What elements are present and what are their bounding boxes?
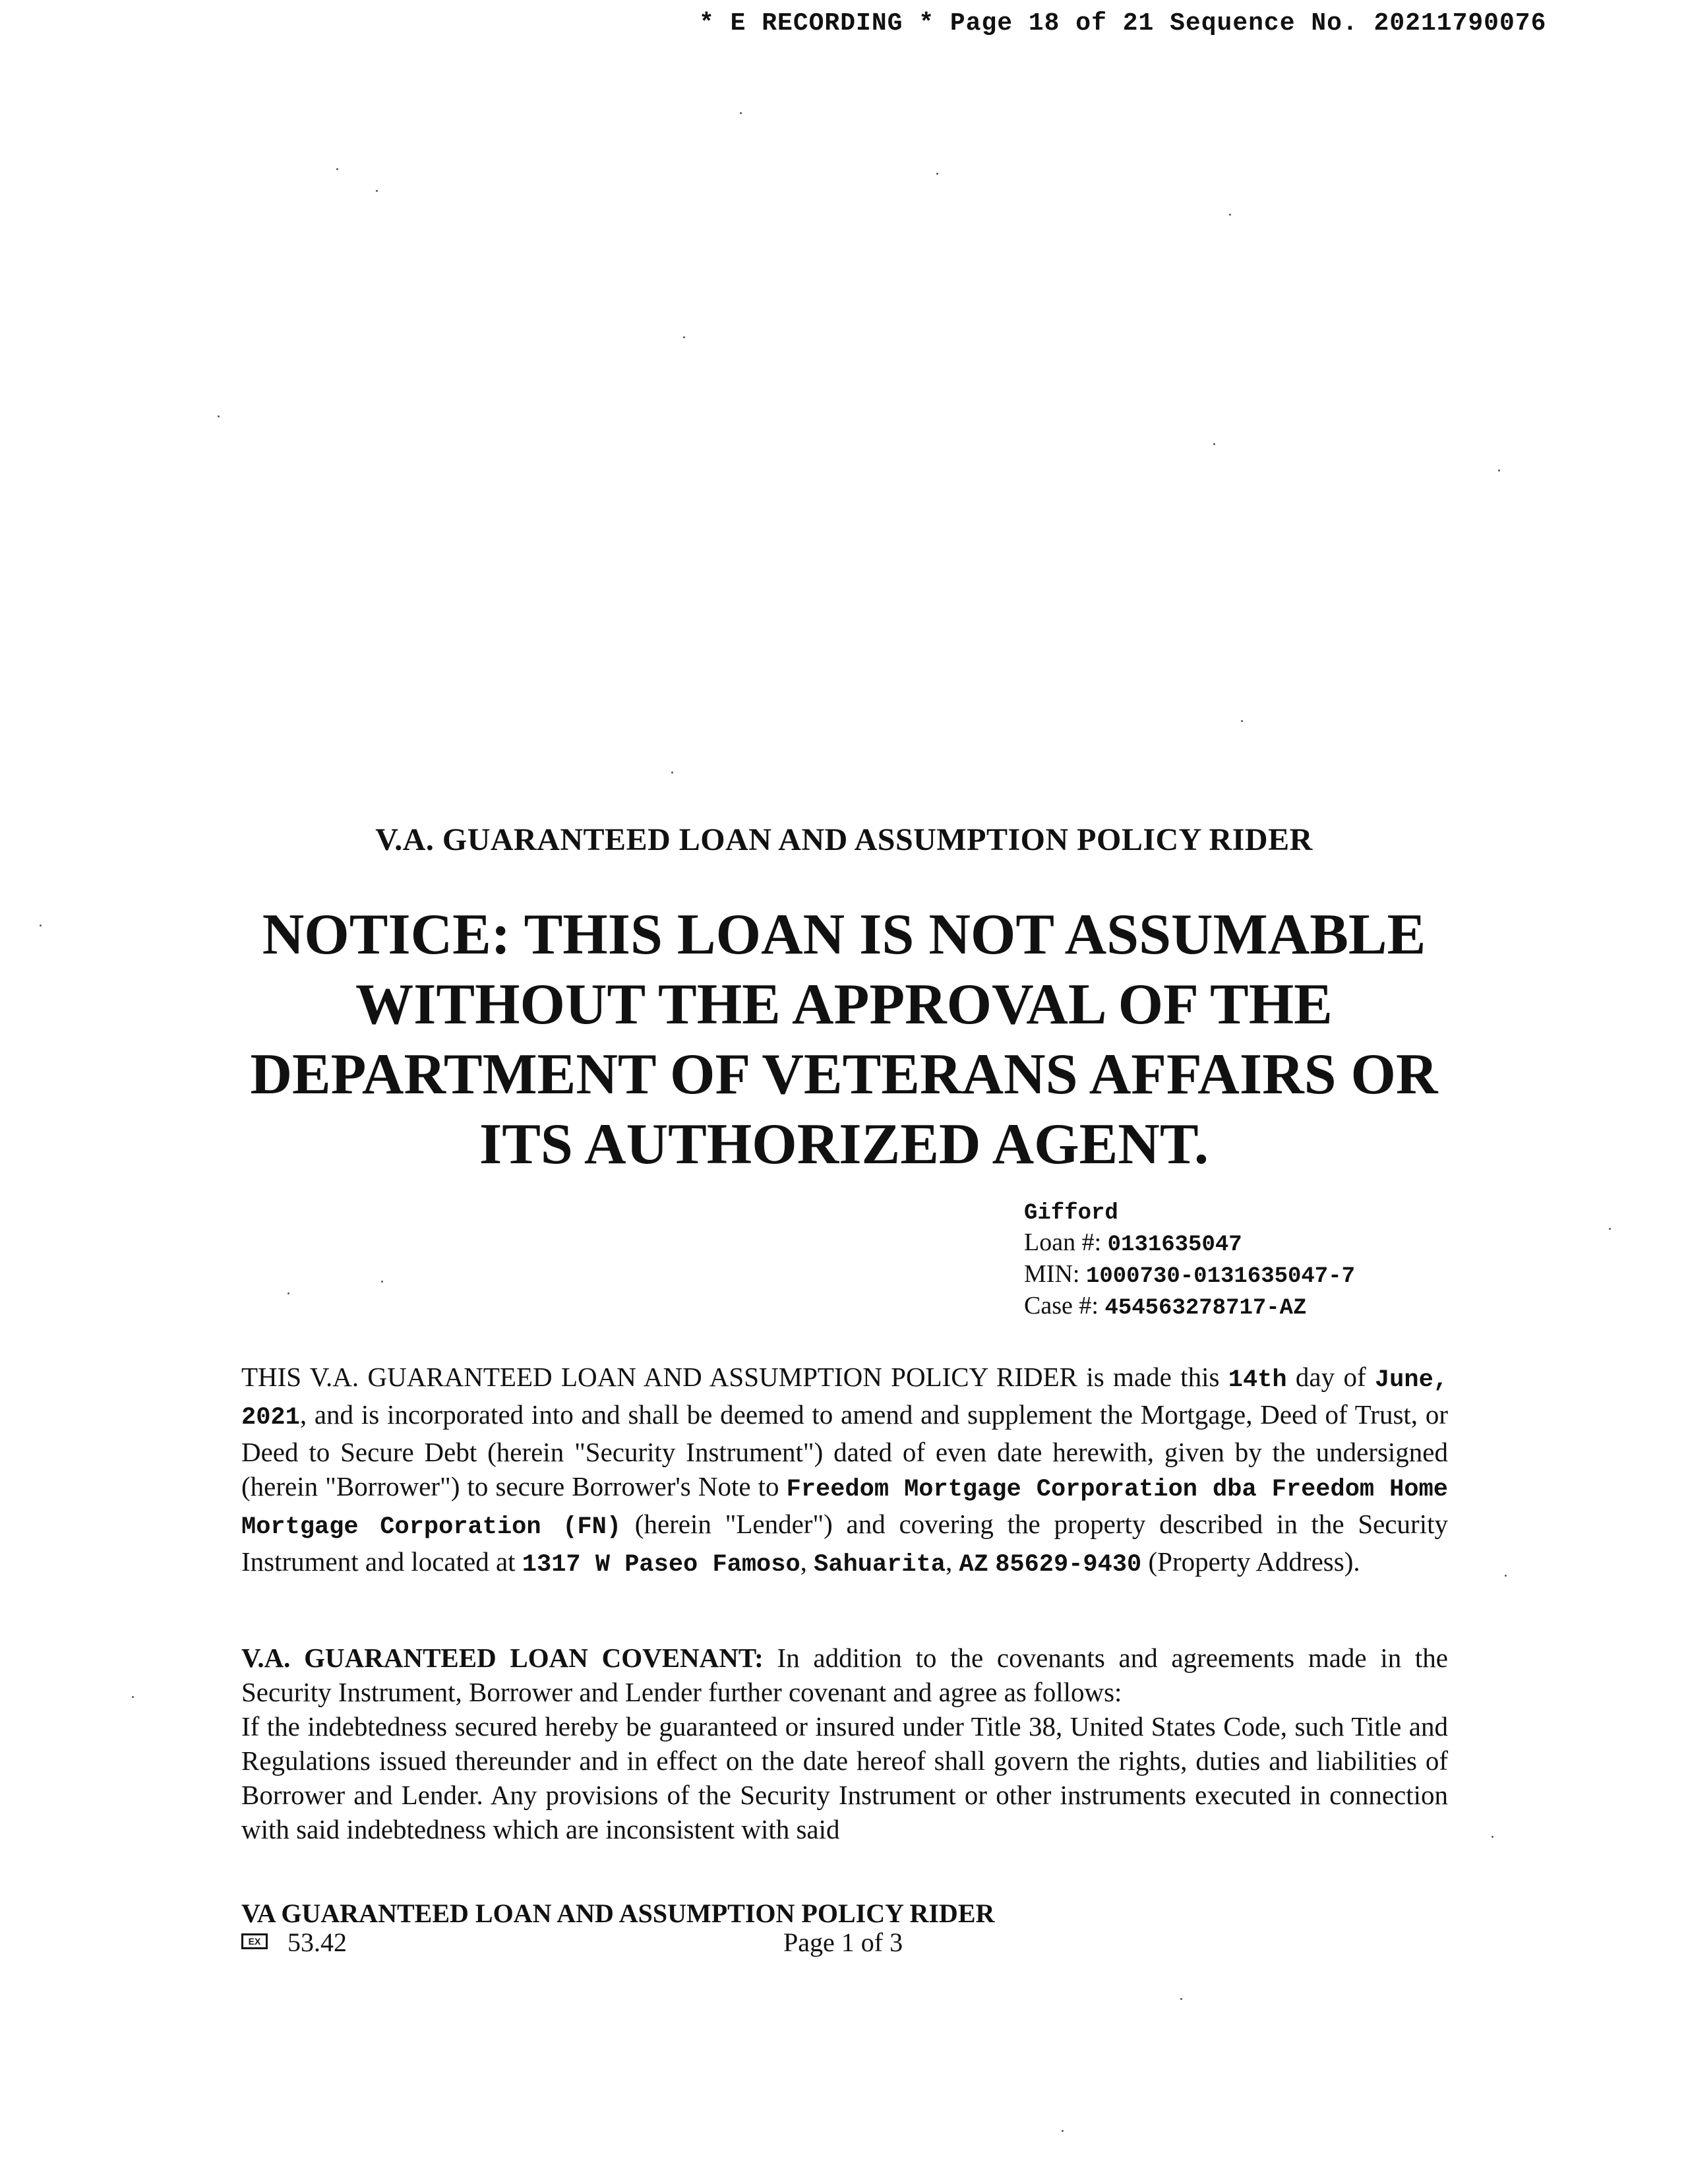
scan-speck xyxy=(1180,1998,1182,2000)
form-number: 53.42 xyxy=(287,1927,347,1957)
loan-info-block xyxy=(1024,1199,1486,1323)
page-number: Page 1 of 3 xyxy=(783,1927,903,1957)
scan-speck xyxy=(40,925,42,926)
borrower-name: Gifford xyxy=(1024,1201,1118,1226)
notice-line: ITS AUTHORIZED AGENT. xyxy=(479,1112,1209,1176)
scan-speck xyxy=(1241,720,1243,722)
case-number-row xyxy=(1024,1291,1486,1323)
scan-speck xyxy=(287,1292,289,1294)
lender-name: Freedom Mortgage Corporation dba Freedom Home Mortgage Corporation (FN) xyxy=(241,1476,1448,1541)
day-value: 14th xyxy=(1228,1366,1287,1394)
scan-speck xyxy=(218,415,220,417)
scan-speck xyxy=(381,1281,383,1283)
scan-speck xyxy=(936,173,938,175)
scan-speck xyxy=(1062,2130,1064,2132)
scan-speck xyxy=(1498,470,1500,471)
form-logo-icon: EX xyxy=(241,1933,268,1949)
notice-line: NOTICE: THIS LOAN IS NOT ASSUMABLE xyxy=(262,903,1426,967)
loan-number: 0131635047 xyxy=(1107,1232,1242,1258)
scan-speck xyxy=(1609,1228,1611,1230)
covenant-heading: V.A. GUARANTEED LOAN COVENANT: xyxy=(241,1643,764,1673)
property-city: Sahuarita xyxy=(814,1551,946,1579)
min-label: MIN: xyxy=(1024,1260,1080,1288)
scan-speck xyxy=(336,168,338,170)
scan-speck xyxy=(671,772,673,774)
scan-speck xyxy=(683,336,685,338)
case-number: 454563278717-AZ xyxy=(1104,1296,1307,1321)
scan-speck xyxy=(740,112,742,114)
page-footer xyxy=(241,1899,1448,1958)
recording-header: * E RECORDING * Page 18 of 21 Sequence No. 20211790076 xyxy=(699,9,1547,38)
notice-line: DEPARTMENT OF VETERANS AFFAIRS OR xyxy=(250,1043,1438,1107)
covenant-section xyxy=(241,1641,1448,1846)
intro-text: , and is incorporated into and shall be deemed to amend and supplement the Mortgage, Deed of Trust, or Deed to Secure Debt (herein "Security Instrument") dated of even date herewith, given by the undersigned (herein "Borrower") to secure Borrower's Note to xyxy=(241,1399,1448,1502)
intro-text: THIS V.A. GUARANTEED LOAN AND ASSUMPTION POLICY RIDER is made this xyxy=(241,1362,1228,1392)
property-street: 1317 W Paseo Famoso xyxy=(522,1551,800,1579)
covenant-heading-text: In addition to the covenants and agreements made in the Security Instrument, Borrower and Lender further covenant and agree as follows: xyxy=(241,1643,1449,1707)
scan-speck xyxy=(1505,1575,1507,1577)
property-zip: 85629-9430 xyxy=(995,1551,1142,1579)
address-separator xyxy=(988,1546,995,1577)
covenant-intro xyxy=(241,1641,1448,1709)
scan-speck xyxy=(376,190,378,192)
notice-line: WITHOUT THE APPROVAL OF THE xyxy=(355,973,1333,1037)
min-number: 1000730-0131635047-7 xyxy=(1085,1264,1356,1289)
scan-speck xyxy=(1492,1836,1493,1838)
case-number-label: Case #: xyxy=(1024,1292,1099,1320)
min-row xyxy=(1024,1259,1486,1291)
notice-heading xyxy=(198,900,1490,1180)
rider-title: V.A. GUARANTEED LOAN AND ASSUMPTION POLICY RIDER xyxy=(375,822,1313,857)
footer-title: VA GUARANTEED LOAN AND ASSUMPTION POLICY RIDER xyxy=(241,1898,995,1928)
scan-speck xyxy=(1213,443,1215,445)
scan-speck xyxy=(132,1696,134,1698)
intro-paragraph xyxy=(241,1360,1448,1582)
address-separator: , xyxy=(800,1546,814,1577)
property-state: AZ xyxy=(959,1551,988,1579)
loan-number-row xyxy=(1024,1228,1486,1259)
intro-text: day of xyxy=(1286,1362,1375,1392)
footer-row xyxy=(241,1928,1448,1958)
address-separator: , xyxy=(946,1546,959,1577)
scan-speck xyxy=(1229,214,1231,216)
loan-number-label: Loan #: xyxy=(1024,1228,1102,1256)
covenant-body: If the indebtedness secured hereby be guaranteed or insured under Title 38, United States Code, such Title and Regulations issued thereunder and in effect on the date hereof shall govern the rights, duties and liabilities of Borrower and Lender. Any provisions of the Security Instrument or other instruments executed in connection with said indebtedness which are inconsistent with said xyxy=(241,1711,1448,1844)
intro-text: (herein "Lender") and covering the property described in the Security Instrument and located at xyxy=(241,1509,1448,1577)
month-year-value: June, 2021 xyxy=(241,1366,1448,1432)
intro-text: (Property Address). xyxy=(1141,1546,1360,1577)
